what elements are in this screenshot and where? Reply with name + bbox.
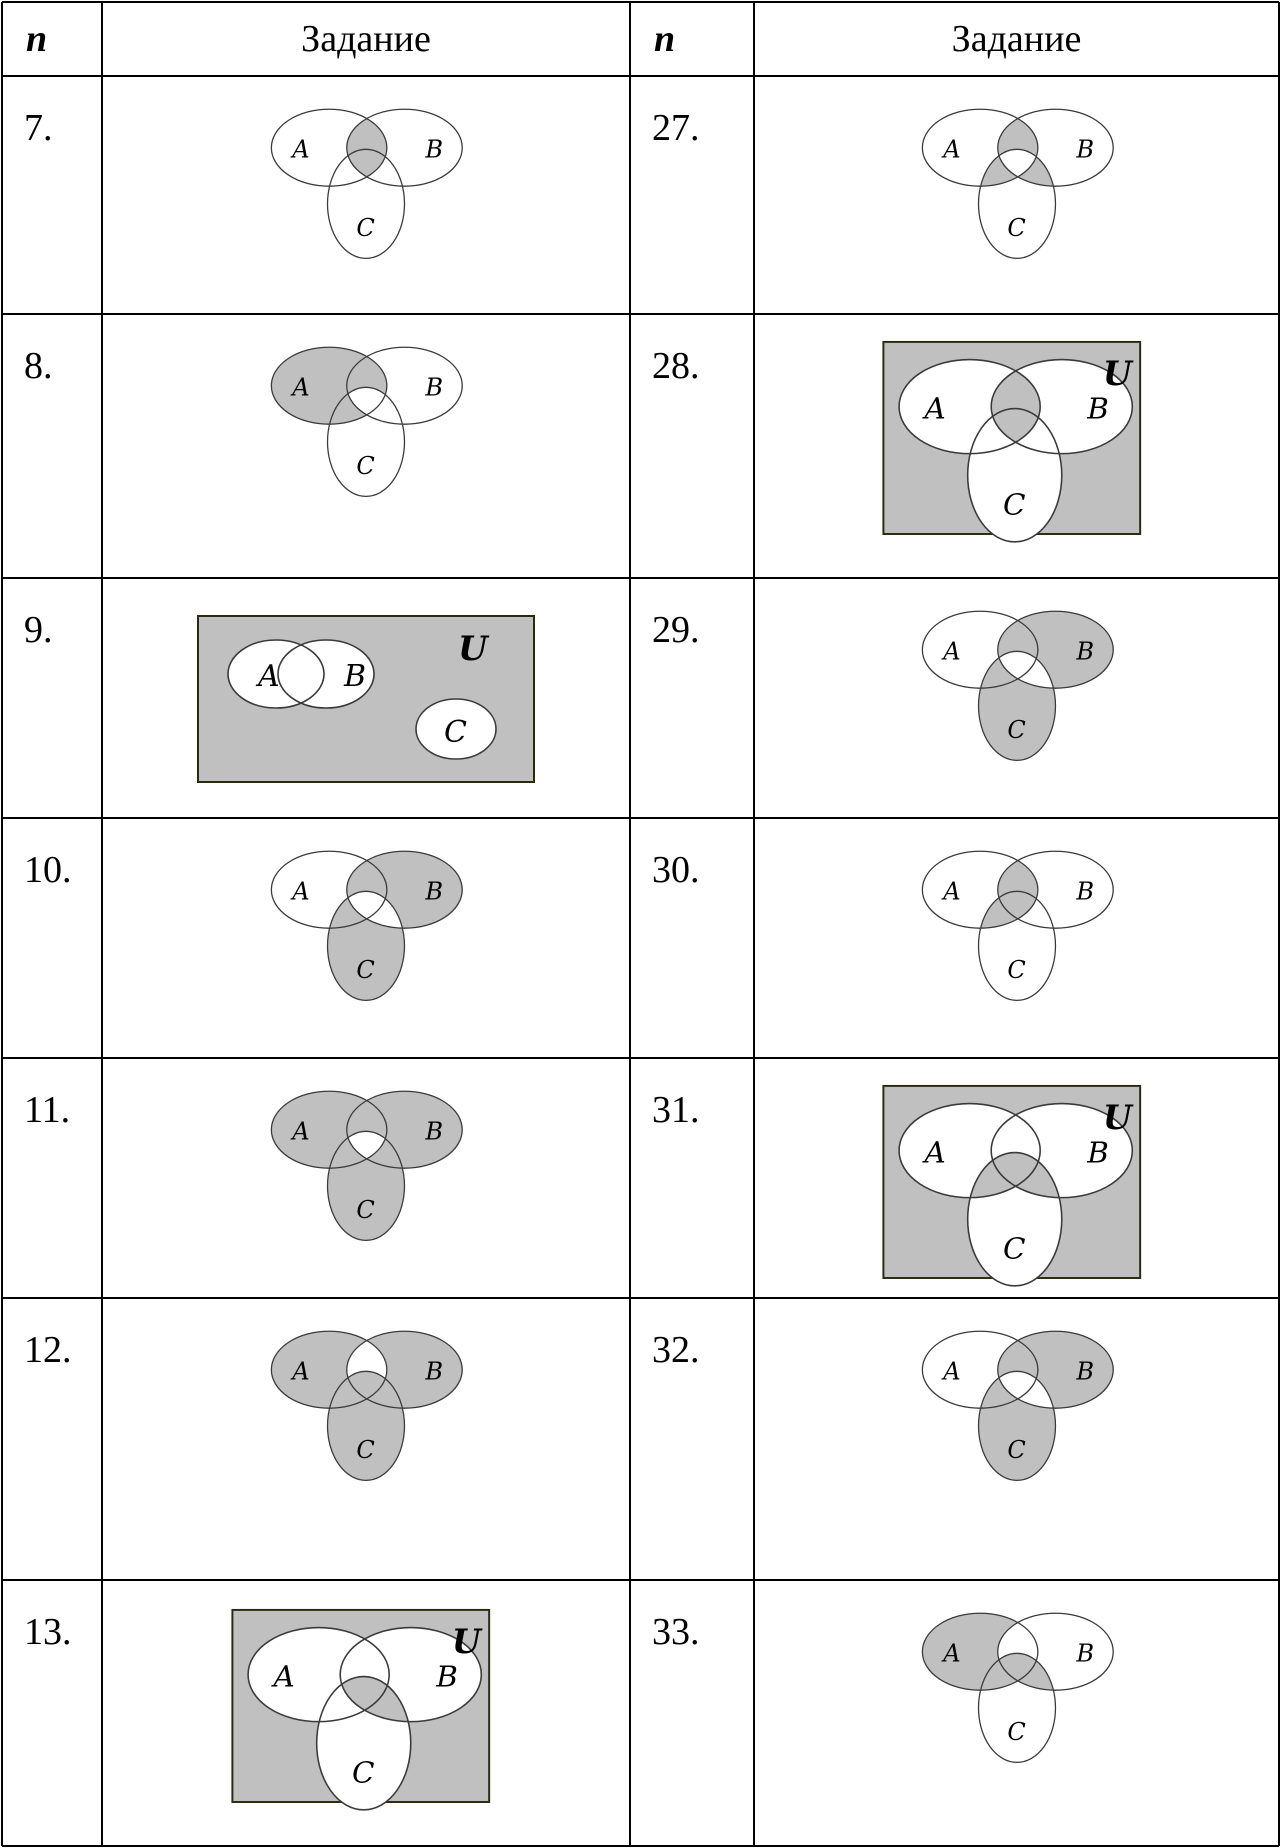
universe-label: U <box>458 629 488 669</box>
set-label-a: A <box>942 1639 961 1668</box>
set-label-c: C <box>356 1195 375 1224</box>
venn-diagram <box>266 106 466 276</box>
region-ab <box>917 106 1117 276</box>
set-label-c: C <box>351 1755 375 1790</box>
set-label-a: A <box>292 373 310 402</box>
universe-label: U <box>1102 1098 1132 1138</box>
set-label-b: B <box>344 659 367 694</box>
row-number-cell <box>2 76 102 314</box>
set-label-b: B <box>1075 135 1094 164</box>
set-label-c: C <box>1002 487 1025 522</box>
venn-diagram <box>266 1328 466 1498</box>
set-label-a: A <box>942 877 961 906</box>
set-label-c: C <box>356 451 375 480</box>
venn-cell <box>102 1298 630 1580</box>
set-label-c: C <box>1006 955 1026 984</box>
header-n-left <box>2 2 102 76</box>
venn-shading <box>266 1328 466 1498</box>
venn-diagram <box>266 848 466 1018</box>
venn-diagram <box>266 344 466 514</box>
row-number: 32. <box>652 1329 700 1371</box>
row-number-cell <box>630 314 754 578</box>
set-label-b: B <box>425 373 444 402</box>
header-n-right <box>630 2 754 76</box>
universe-label: U <box>451 1622 481 1662</box>
venn-cell <box>754 1580 1279 1846</box>
set-label-a: A <box>292 135 310 164</box>
venn-shading <box>917 848 1117 1018</box>
row-number: 11. <box>24 1089 71 1131</box>
row-number-cell <box>630 1580 754 1846</box>
venn-diagram <box>917 1328 1117 1498</box>
row-number-cell <box>630 76 754 314</box>
set-label-b: B <box>425 1117 444 1146</box>
set-label-c: C <box>1006 1717 1026 1746</box>
row-number-cell <box>2 1298 102 1580</box>
venn-cell <box>102 76 630 314</box>
venn-cell <box>754 818 1279 1058</box>
set-label-b: B <box>425 1357 444 1386</box>
row-number-cell <box>2 818 102 1058</box>
row-number: 8. <box>24 345 53 387</box>
region-ab <box>266 106 466 276</box>
set-label-c: C <box>1006 715 1026 744</box>
header-n-text: n <box>654 18 676 60</box>
set-label-b: B <box>1075 1639 1094 1668</box>
venn-shading <box>266 344 466 514</box>
venn-diagram <box>882 340 1152 544</box>
header-n-text: n <box>26 18 48 60</box>
venn-shading <box>917 1328 1117 1498</box>
venn-diagram <box>882 1084 1152 1288</box>
venn-cell <box>102 578 630 818</box>
row-number: 31. <box>652 1089 700 1131</box>
venn-shading <box>917 1610 1117 1780</box>
venn-diagram <box>266 1088 466 1258</box>
set-label-b: B <box>1086 1135 1109 1170</box>
header-task-right <box>754 2 1279 76</box>
row-number-cell <box>630 1298 754 1580</box>
venn-cell <box>102 818 630 1058</box>
set-label-a: A <box>292 877 310 906</box>
row-number: 9. <box>24 609 53 651</box>
set-label-a: A <box>942 1357 961 1386</box>
venn-cell <box>754 314 1279 578</box>
set-label-a: A <box>273 1659 295 1694</box>
row-number: 29. <box>652 609 700 651</box>
venn-shading <box>917 106 1117 276</box>
venn-diagram <box>196 614 536 786</box>
set-label-c: C <box>444 715 467 750</box>
row-number-cell <box>2 1058 102 1298</box>
set-label-c: C <box>356 955 375 984</box>
header-task-text: Задание <box>951 18 1082 60</box>
set-label-a: A <box>942 637 961 666</box>
set-label-c: C <box>1002 1231 1025 1266</box>
set-label-b: B <box>1075 1357 1094 1386</box>
set-label-b: B <box>425 135 444 164</box>
venn-diagram <box>917 608 1117 778</box>
universe-label: U <box>1102 354 1132 394</box>
venn-shading <box>917 608 1117 778</box>
venn-cell <box>102 1058 630 1298</box>
set-label-c: C <box>1006 213 1026 242</box>
set-label-c: C <box>1006 1435 1026 1464</box>
set-label-b: B <box>1086 391 1109 426</box>
set-label-b: B <box>1075 877 1094 906</box>
set-label-b: B <box>436 1659 458 1694</box>
row-number-cell <box>2 578 102 818</box>
set-label-a: A <box>292 1117 310 1146</box>
row-number: 7. <box>24 107 53 149</box>
set-label-c: C <box>356 213 375 242</box>
venn-shading <box>266 1088 466 1258</box>
row-number-cell <box>2 314 102 578</box>
set-label-a: A <box>942 135 961 164</box>
row-number: 30. <box>652 849 700 891</box>
header-task-left <box>102 2 630 76</box>
venn-cell <box>754 76 1279 314</box>
venn-cell <box>754 578 1279 818</box>
venn-cell <box>754 1058 1279 1298</box>
row-number: 27. <box>652 107 700 149</box>
row-number-cell <box>630 818 754 1058</box>
set-label-a: A <box>292 1357 310 1386</box>
region-ab <box>917 848 1117 1018</box>
set-label-a: A <box>258 659 280 694</box>
venn-diagram <box>231 1608 501 1812</box>
row-number: 12. <box>24 1329 72 1371</box>
region-a <box>917 1610 1117 1780</box>
venn-diagram <box>917 1610 1117 1780</box>
row-number: 28. <box>652 345 700 387</box>
set-label-a: A <box>924 391 946 426</box>
set-label-b: B <box>1075 637 1094 666</box>
row-number-cell <box>630 578 754 818</box>
row-number: 10. <box>24 849 72 891</box>
venn-diagram <box>917 848 1117 1018</box>
set-label-c: C <box>356 1435 375 1464</box>
row-number: 33. <box>652 1611 700 1653</box>
header-task-text: Задание <box>301 18 431 60</box>
venn-shading <box>266 848 466 1018</box>
set-label-b: B <box>425 877 444 906</box>
venn-cell <box>102 1580 630 1846</box>
row-number-cell <box>630 1058 754 1298</box>
venn-cell <box>754 1298 1279 1580</box>
venn-cell <box>102 314 630 578</box>
set-label-a: A <box>924 1135 946 1170</box>
row-number-cell <box>2 1580 102 1846</box>
venn-shading <box>266 106 466 276</box>
row-number: 13. <box>24 1611 72 1653</box>
venn-diagram <box>917 106 1117 276</box>
